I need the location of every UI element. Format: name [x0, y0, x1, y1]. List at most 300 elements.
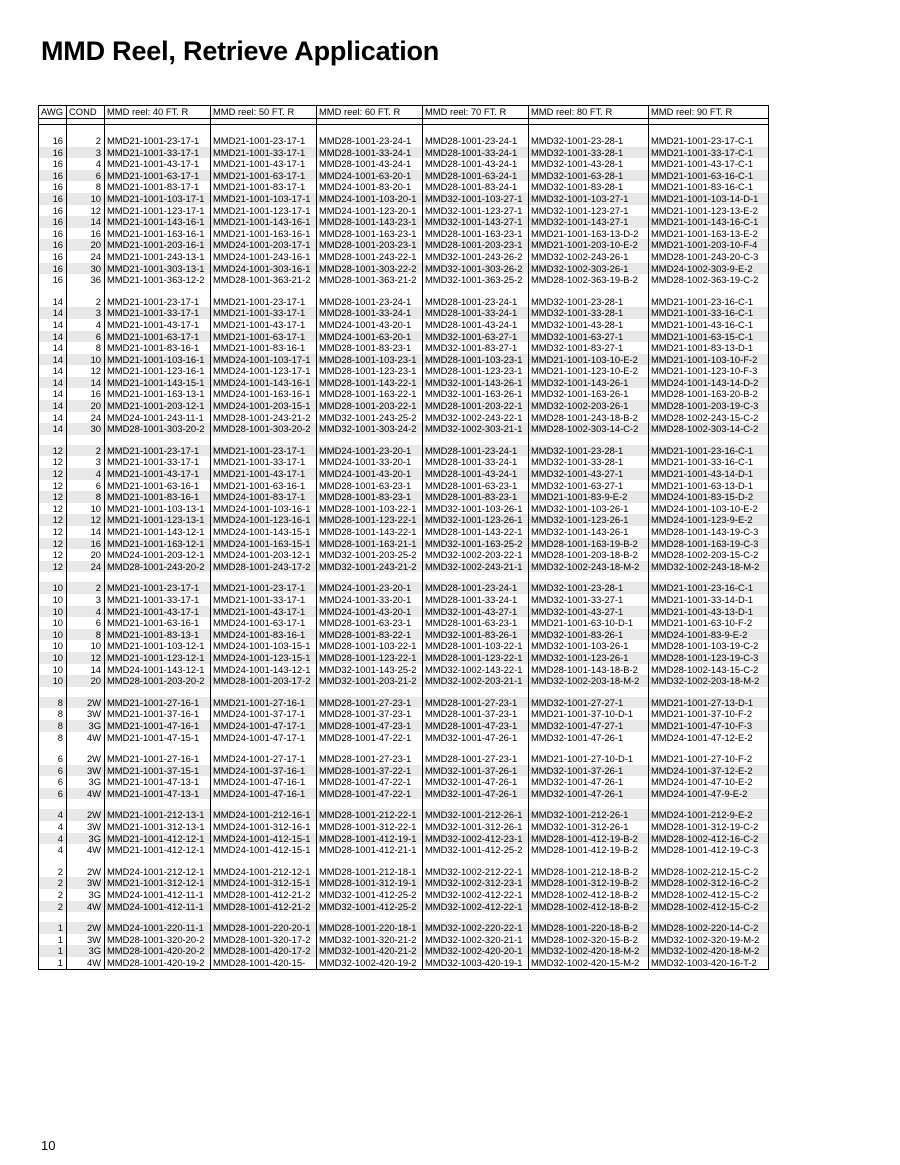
part-number-cell: MMD32-1001-43-27-1 — [529, 606, 649, 618]
part-number-cell: MMD32-1001-123-26-1 — [529, 652, 649, 664]
part-number-cell: MMD28-1001-47-23-1 — [423, 720, 529, 732]
part-number-cell: MMD24-1001-163-16-1 — [211, 388, 317, 400]
awg-cell: 16 — [39, 158, 67, 170]
cond-cell: 2W — [67, 809, 105, 821]
table-row — [39, 708, 769, 720]
cond-cell: 3W — [67, 708, 105, 720]
part-number-cell: MMD24-1001-243-16-1 — [211, 251, 317, 263]
part-number-cell: MMD32-1002-420-18-M-2 — [529, 945, 649, 957]
part-number-cell: MMD24-1001-203-17-1 — [211, 239, 317, 251]
part-number-cell: MMD21-1001-163-12-1 — [105, 538, 211, 550]
part-number-cell: MMD28-1001-420-17-2 — [211, 945, 317, 957]
part-number-cell: MMD21-1001-37-15-1 — [105, 765, 211, 777]
part-number-cell: MMD32-1001-47-27-1 — [529, 720, 649, 732]
part-number-cell: MMD21-1001-203-12-1 — [105, 400, 211, 412]
part-number-cell: MMD32-1001-412-25-2 — [317, 889, 423, 901]
cond-cell: 12 — [67, 365, 105, 377]
part-number-cell: MMD32-1001-43-27-1 — [529, 468, 649, 480]
awg-cell: 16 — [39, 193, 67, 205]
part-number-cell: MMD24-1001-33-20-1 — [317, 456, 423, 468]
part-number-cell: MMD32-1001-33-28-1 — [529, 307, 649, 319]
part-number-cell: MMD24-1001-27-17-1 — [211, 753, 317, 765]
part-number-cell: MMD32-1002-320-21-1 — [423, 934, 529, 946]
table-row — [39, 675, 769, 687]
part-number-cell: MMD28-1001-23-24-1 — [423, 445, 529, 457]
part-number-cell: MMD21-1001-103-17-1 — [211, 193, 317, 205]
part-number-cell: MMD28-1001-412-19-B-2 — [529, 844, 649, 856]
cond-cell: 3 — [67, 456, 105, 468]
part-number-cell: MMD28-1001-243-21-2 — [211, 412, 317, 424]
table-row — [39, 170, 769, 182]
table-row — [39, 809, 769, 821]
awg-cell: 6 — [39, 788, 67, 800]
part-number-cell: MMD21-1001-43-16-C-1 — [649, 319, 769, 331]
part-number-cell: MMD21-1001-23-16-C-1 — [649, 445, 769, 457]
part-number-cell: MMD21-1001-23-16-C-1 — [649, 296, 769, 308]
part-number-cell: MMD21-1001-83-13-1 — [105, 629, 211, 641]
table-row — [39, 354, 769, 366]
awg-cell: 14 — [39, 400, 67, 412]
cond-cell: 3G — [67, 833, 105, 845]
awg-cell: 12 — [39, 538, 67, 550]
part-number-cell: MMD21-1001-33-17-1 — [211, 307, 317, 319]
awg-cell: 16 — [39, 135, 67, 147]
awg-cell: 12 — [39, 445, 67, 457]
part-number-cell: MMD24-1001-47-16-1 — [211, 776, 317, 788]
part-number-cell: MMD24-1001-23-20-1 — [317, 445, 423, 457]
awg-cell: 16 — [39, 170, 67, 182]
part-number-cell: MMD21-1001-33-17-1 — [105, 594, 211, 606]
cond-cell: 8 — [67, 342, 105, 354]
awg-cell: 10 — [39, 640, 67, 652]
group-spacer — [39, 435, 769, 445]
part-number-cell: MMD24-1001-83-15-D-2 — [649, 491, 769, 503]
part-number-cell: MMD24-1001-412-11-1 — [105, 901, 211, 913]
awg-cell: 2 — [39, 901, 67, 913]
table-row — [39, 205, 769, 217]
part-number-cell: MMD21-1001-27-10-D-1 — [529, 753, 649, 765]
part-number-cell: MMD28-1001-203-23-1 — [423, 239, 529, 251]
part-number-cell: MMD32-1001-33-27-1 — [529, 594, 649, 606]
cond-cell: 16 — [67, 228, 105, 240]
table-row — [39, 158, 769, 170]
part-number-cell: MMD21-1001-123-12-1 — [105, 652, 211, 664]
part-number-cell: MMD24-1001-212-12-1 — [105, 866, 211, 878]
part-number-cell: MMD28-1001-303-20-2 — [105, 423, 211, 435]
part-number-cell: MMD28-1001-37-23-1 — [423, 708, 529, 720]
awg-cell: 12 — [39, 549, 67, 561]
part-number-cell: MMD24-1001-412-15-1 — [211, 844, 317, 856]
part-number-cell: MMD28-1001-23-24-1 — [317, 296, 423, 308]
part-number-cell: MMD24-1001-43-20-1 — [317, 319, 423, 331]
part-number-cell: MMD32-1001-212-26-1 — [529, 809, 649, 821]
part-number-table — [38, 105, 769, 970]
cond-cell: 3W — [67, 877, 105, 889]
part-number-cell: MMD28-1001-363-21-2 — [211, 274, 317, 286]
group-spacer — [39, 912, 769, 922]
part-number-cell: MMD32-1002-203-21-1 — [423, 675, 529, 687]
part-number-cell: MMD21-1001-83-16-1 — [105, 491, 211, 503]
part-number-cell: MMD32-1001-143-27-1 — [529, 216, 649, 228]
part-number-cell: MMD21-1001-27-16-1 — [105, 753, 211, 765]
awg-cell: 6 — [39, 776, 67, 788]
table-row — [39, 239, 769, 251]
table-row — [39, 147, 769, 159]
part-number-cell: MMD24-1001-143-15-1 — [211, 526, 317, 538]
awg-cell: 14 — [39, 412, 67, 424]
table-row — [39, 181, 769, 193]
part-number-cell: MMD32-1001-37-26-1 — [529, 765, 649, 777]
part-number-cell: MMD32-1001-83-27-1 — [529, 342, 649, 354]
part-number-cell: MMD28-1001-23-24-1 — [423, 296, 529, 308]
part-number-cell: MMD32-1002-243-18-M-2 — [649, 561, 769, 573]
part-number-cell: MMD32-1002-420-18-M-2 — [649, 945, 769, 957]
part-number-cell: MMD21-1001-43-17-1 — [211, 158, 317, 170]
part-number-cell: MMD28-1001-303-20-2 — [211, 423, 317, 435]
part-number-cell: MMD28-1002-312-16-C-2 — [649, 877, 769, 889]
part-number-cell: MMD32-1001-63-27-1 — [529, 480, 649, 492]
part-number-cell: MMD32-1001-103-26-1 — [529, 640, 649, 652]
cond-cell: 4W — [67, 901, 105, 913]
awg-cell: 14 — [39, 331, 67, 343]
cond-cell: 30 — [67, 423, 105, 435]
part-number-cell: MMD28-1001-43-24-1 — [317, 158, 423, 170]
table-row — [39, 526, 769, 538]
group-spacer — [39, 799, 769, 809]
part-number-cell: MMD28-1001-33-24-1 — [423, 594, 529, 606]
part-number-cell: MMD32-1001-103-26-1 — [423, 503, 529, 515]
cond-cell: 12 — [67, 514, 105, 526]
group-spacer — [39, 286, 769, 296]
cond-cell: 20 — [67, 549, 105, 561]
cond-cell: 2W — [67, 922, 105, 934]
part-number-cell: MMD32-1001-33-28-1 — [529, 147, 649, 159]
part-number-cell: MMD28-1001-43-24-1 — [423, 319, 529, 331]
table-row — [39, 606, 769, 618]
table-row — [39, 216, 769, 228]
cond-cell: 20 — [67, 675, 105, 687]
table-row — [39, 765, 769, 777]
part-number-cell: MMD32-1002-303-21-1 — [423, 423, 529, 435]
awg-cell: 6 — [39, 753, 67, 765]
part-number-cell: MMD32-1001-47-26-1 — [529, 788, 649, 800]
part-number-cell: MMD28-1001-203-23-1 — [317, 239, 423, 251]
part-number-cell: MMD28-1001-243-20-C-3 — [649, 251, 769, 263]
awg-cell: 16 — [39, 274, 67, 286]
part-number-cell: MMD21-1001-83-9-E-2 — [529, 491, 649, 503]
part-number-cell: MMD24-1001-83-9-E-2 — [649, 629, 769, 641]
part-number-cell: MMD32-1002-320-19-M-2 — [649, 934, 769, 946]
part-number-cell: MMD21-1001-203-16-1 — [105, 239, 211, 251]
part-number-cell: MMD24-1002-303-9-E-2 — [649, 263, 769, 275]
part-number-cell: MMD21-1001-23-17-1 — [105, 582, 211, 594]
part-number-cell: MMD28-1001-312-22-1 — [317, 821, 423, 833]
cond-cell: 10 — [67, 193, 105, 205]
part-number-cell: MMD28-1001-143-23-1 — [317, 216, 423, 228]
part-number-cell: MMD21-1001-47-13-1 — [105, 788, 211, 800]
part-number-cell: MMD24-1001-212-16-1 — [211, 809, 317, 821]
cond-cell: 36 — [67, 274, 105, 286]
cond-cell: 14 — [67, 216, 105, 228]
awg-cell: 14 — [39, 342, 67, 354]
part-number-cell: MMD28-1001-123-23-1 — [423, 365, 529, 377]
part-number-cell: MMD21-1001-23-17-1 — [105, 135, 211, 147]
part-number-cell: MMD21-1001-123-10-E-2 — [529, 365, 649, 377]
part-number-cell: MMD24-1001-203-15-1 — [211, 400, 317, 412]
table-row — [39, 582, 769, 594]
part-number-cell: MMD28-1001-33-24-1 — [423, 307, 529, 319]
part-number-cell: MMD24-1001-83-20-1 — [317, 181, 423, 193]
part-number-cell: MMD32-1001-243-25-2 — [317, 412, 423, 424]
part-number-cell: MMD28-1001-312-19-1 — [317, 877, 423, 889]
part-number-cell: MMD28-1001-220-18-B-2 — [529, 922, 649, 934]
part-number-cell: MMD32-1002-203-22-1 — [423, 549, 529, 561]
part-number-cell: MMD21-1001-163-16-1 — [105, 228, 211, 240]
part-number-cell: MMD32-1001-27-27-1 — [529, 697, 649, 709]
part-number-cell: MMD28-1001-37-23-1 — [317, 708, 423, 720]
awg-cell: 2 — [39, 889, 67, 901]
part-number-cell: MMD32-1001-63-28-1 — [529, 170, 649, 182]
part-number-cell: MMD24-1001-43-20-1 — [317, 606, 423, 618]
part-number-cell: MMD28-1001-143-19-C-3 — [649, 526, 769, 538]
table-row — [39, 652, 769, 664]
part-number-cell: MMD28-1001-63-23-1 — [423, 617, 529, 629]
table-row — [39, 514, 769, 526]
table-row — [39, 957, 769, 969]
part-number-cell: MMD24-1001-47-9-E-2 — [649, 788, 769, 800]
part-number-cell: MMD21-1001-33-17-1 — [105, 307, 211, 319]
part-number-cell: MMD28-1001-163-21-1 — [317, 538, 423, 550]
table-row — [39, 377, 769, 389]
part-number-cell: MMD32-1002-212-22-1 — [423, 866, 529, 878]
group-spacer — [39, 687, 769, 697]
cond-cell: 6 — [67, 480, 105, 492]
part-number-cell: MMD28-1001-43-24-1 — [423, 468, 529, 480]
part-number-cell: MMD21-1001-33-17-1 — [211, 594, 317, 606]
part-number-cell: MMD32-1001-43-28-1 — [529, 319, 649, 331]
part-number-cell: MMD21-1001-63-10-F-2 — [649, 617, 769, 629]
part-number-cell: MMD21-1001-83-17-1 — [105, 181, 211, 193]
part-number-cell: MMD21-1001-63-10-D-1 — [529, 617, 649, 629]
cond-cell: 16 — [67, 538, 105, 550]
part-number-cell: MMD28-1001-103-23-1 — [317, 354, 423, 366]
cond-cell: 20 — [67, 400, 105, 412]
part-number-cell: MMD21-1001-63-17-1 — [211, 170, 317, 182]
cond-cell: 3 — [67, 147, 105, 159]
table-body — [39, 119, 769, 970]
part-number-cell: MMD32-1002-312-23-1 — [423, 877, 529, 889]
cond-cell: 2 — [67, 582, 105, 594]
part-number-cell: MMD24-1001-212-9-E-2 — [649, 809, 769, 821]
part-number-cell: MMD28-1001-123-22-1 — [317, 652, 423, 664]
awg-cell: 10 — [39, 617, 67, 629]
part-number-cell: MMD28-1001-203-22-1 — [317, 400, 423, 412]
part-number-cell: MMD21-1001-43-17-1 — [211, 606, 317, 618]
part-number-cell: MMD28-1001-203-19-C-3 — [649, 400, 769, 412]
cond-cell: 8 — [67, 181, 105, 193]
part-number-cell: MMD32-1001-37-26-1 — [423, 765, 529, 777]
part-number-cell: MMD21-1001-103-17-1 — [105, 193, 211, 205]
part-number-cell: MMD28-1001-83-23-1 — [317, 342, 423, 354]
part-number-cell: MMD28-1002-320-15-B-2 — [529, 934, 649, 946]
table-row — [39, 561, 769, 573]
part-number-cell: MMD28-1001-103-19-C-2 — [649, 640, 769, 652]
part-number-cell: MMD24-1001-103-20-1 — [317, 193, 423, 205]
table-row — [39, 833, 769, 845]
cond-cell: 24 — [67, 561, 105, 573]
table-row — [39, 934, 769, 946]
part-number-cell: MMD24-1001-243-11-1 — [105, 412, 211, 424]
part-number-cell: MMD21-1001-83-13-D-1 — [649, 342, 769, 354]
part-number-cell: MMD28-1001-33-24-1 — [423, 147, 529, 159]
awg-cell: 4 — [39, 809, 67, 821]
awg-cell: 12 — [39, 456, 67, 468]
awg-cell: 14 — [39, 307, 67, 319]
part-number-cell: MMD32-1001-143-27-1 — [423, 216, 529, 228]
part-number-cell: MMD21-1001-27-16-1 — [105, 697, 211, 709]
part-number-cell: MMD21-1001-103-12-1 — [105, 640, 211, 652]
part-number-cell: MMD32-1002-203-18-M-2 — [649, 675, 769, 687]
awg-cell: 10 — [39, 629, 67, 641]
part-number-cell: MMD28-1002-363-19-C-2 — [649, 274, 769, 286]
table-row — [39, 732, 769, 744]
cond-cell: 4 — [67, 158, 105, 170]
part-number-cell: MMD28-1001-363-21-2 — [317, 274, 423, 286]
part-number-cell: MMD32-1002-412-23-1 — [423, 833, 529, 845]
part-number-cell: MMD21-1001-83-17-1 — [211, 181, 317, 193]
part-number-cell: MMD28-1001-63-23-1 — [317, 480, 423, 492]
part-number-cell: MMD24-1001-203-12-1 — [105, 549, 211, 561]
awg-cell: 2 — [39, 866, 67, 878]
part-number-cell: MMD28-1001-412-21-2 — [211, 901, 317, 913]
part-number-cell: MMD32-1002-243-22-1 — [423, 412, 529, 424]
part-number-cell: MMD28-1002-303-14-C-2 — [529, 423, 649, 435]
part-number-cell: MMD21-1001-37-10-F-2 — [649, 708, 769, 720]
part-number-cell: MMD28-1001-123-19-C-3 — [649, 652, 769, 664]
awg-cell: 1 — [39, 922, 67, 934]
cond-cell: 12 — [67, 652, 105, 664]
group-spacer — [39, 856, 769, 866]
part-number-cell: MMD32-1001-63-27-1 — [529, 331, 649, 343]
cond-cell: 3 — [67, 594, 105, 606]
part-number-cell: MMD21-1001-63-17-1 — [105, 331, 211, 343]
table-row — [39, 664, 769, 676]
cond-cell: 3G — [67, 720, 105, 732]
awg-cell: 8 — [39, 732, 67, 744]
part-number-cell: MMD32-1001-203-21-2 — [317, 675, 423, 687]
awg-cell: 4 — [39, 833, 67, 845]
part-number-cell: MMD21-1001-43-17-1 — [211, 319, 317, 331]
part-number-cell: MMD28-1001-33-24-1 — [423, 456, 529, 468]
part-number-cell: MMD32-1001-23-28-1 — [529, 135, 649, 147]
part-number-cell: MMD28-1001-163-19-B-2 — [529, 538, 649, 550]
table-row — [39, 877, 769, 889]
awg-cell: 12 — [39, 468, 67, 480]
part-number-cell: MMD24-1001-123-17-1 — [211, 365, 317, 377]
cond-cell: 10 — [67, 640, 105, 652]
part-number-cell: MMD24-1001-123-20-1 — [317, 205, 423, 217]
part-number-cell: MMD24-1001-47-17-1 — [211, 720, 317, 732]
part-number-cell: MMD28-1002-212-15-C-2 — [649, 866, 769, 878]
part-number-cell: MMD32-1002-420-20-1 — [423, 945, 529, 957]
cond-cell: 4W — [67, 844, 105, 856]
cond-cell: 3G — [67, 945, 105, 957]
part-number-cell: MMD24-1001-63-20-1 — [317, 331, 423, 343]
part-number-cell: MMD21-1001-303-13-1 — [105, 263, 211, 275]
part-number-cell: MMD21-1001-23-17-1 — [211, 296, 317, 308]
cond-cell: 4 — [67, 468, 105, 480]
part-number-cell: MMD24-1001-103-16-1 — [211, 503, 317, 515]
part-number-cell: MMD32-1001-47-26-1 — [423, 788, 529, 800]
part-number-cell: MMD32-1002-243-18-M-2 — [529, 561, 649, 573]
table-row — [39, 251, 769, 263]
part-number-cell: MMD21-1001-43-17-1 — [105, 158, 211, 170]
part-number-cell: MMD24-1001-83-17-1 — [211, 491, 317, 503]
awg-cell: 16 — [39, 205, 67, 217]
part-number-cell: MMD21-1001-143-12-1 — [105, 526, 211, 538]
part-number-cell: MMD28-1001-23-24-1 — [423, 582, 529, 594]
table-row — [39, 821, 769, 833]
part-number-cell: MMD28-1001-163-19-C-3 — [649, 538, 769, 550]
table-row — [39, 945, 769, 957]
cond-cell: 24 — [67, 251, 105, 263]
part-number-cell: MMD32-1001-363-25-2 — [423, 274, 529, 286]
table-row — [39, 274, 769, 286]
part-number-cell: MMD21-1001-143-15-1 — [105, 377, 211, 389]
awg-cell: 14 — [39, 319, 67, 331]
cond-cell: 4W — [67, 732, 105, 744]
part-number-cell: MMD21-1001-47-16-1 — [105, 720, 211, 732]
part-number-cell: MMD21-1001-203-10-E-2 — [529, 239, 649, 251]
part-number-cell: MMD32-1003-420-16-T-2 — [649, 957, 769, 969]
part-number-cell: MMD21-1001-103-16-1 — [105, 354, 211, 366]
part-number-cell: MMD28-1002-220-14-C-2 — [649, 922, 769, 934]
part-number-cell: MMD21-1001-63-16-1 — [211, 480, 317, 492]
part-number-cell: MMD21-1001-27-13-D-1 — [649, 697, 769, 709]
part-number-cell: MMD32-1001-33-28-1 — [529, 456, 649, 468]
header-70ft: MMD reel: 70 FT. R — [423, 106, 529, 119]
table-row — [39, 193, 769, 205]
part-number-cell: MMD28-1001-203-17-2 — [211, 675, 317, 687]
part-number-cell: MMD24-1001-312-16-1 — [211, 821, 317, 833]
part-number-cell: MMD21-1001-203-10-F-4 — [649, 239, 769, 251]
part-number-cell: MMD21-1001-47-10-F-3 — [649, 720, 769, 732]
part-number-cell: MMD32-1002-143-22-1 — [423, 664, 529, 676]
part-number-cell: MMD28-1001-220-20-1 — [211, 922, 317, 934]
part-number-cell: MMD21-1001-123-10-F-3 — [649, 365, 769, 377]
part-number-cell: MMD28-1001-83-23-1 — [317, 491, 423, 503]
part-number-cell: MMD28-1002-363-19-B-2 — [529, 274, 649, 286]
cond-cell: 10 — [67, 354, 105, 366]
part-number-cell: MMD21-1001-143-16-C-1 — [649, 216, 769, 228]
awg-cell: 1 — [39, 934, 67, 946]
part-number-cell: MMD21-1001-43-13-D-1 — [649, 606, 769, 618]
part-number-cell: MMD24-1001-47-17-1 — [211, 732, 317, 744]
part-number-cell: MMD21-1001-163-16-1 — [211, 228, 317, 240]
part-number-cell: MMD32-1001-123-27-1 — [423, 205, 529, 217]
part-number-cell: MMD28-1002-412-15-C-2 — [649, 901, 769, 913]
part-number-cell: MMD24-1001-303-16-1 — [211, 263, 317, 275]
part-number-cell: MMD32-1001-412-25-2 — [423, 844, 529, 856]
table-row — [39, 456, 769, 468]
awg-cell: 1 — [39, 957, 67, 969]
part-number-cell: MMD21-1001-23-16-C-1 — [649, 582, 769, 594]
part-number-cell: MMD21-1001-63-16-1 — [105, 480, 211, 492]
part-number-cell: MMD28-1001-312-19-B-2 — [529, 877, 649, 889]
awg-cell: 14 — [39, 423, 67, 435]
group-spacer — [39, 743, 769, 753]
table-row — [39, 228, 769, 240]
